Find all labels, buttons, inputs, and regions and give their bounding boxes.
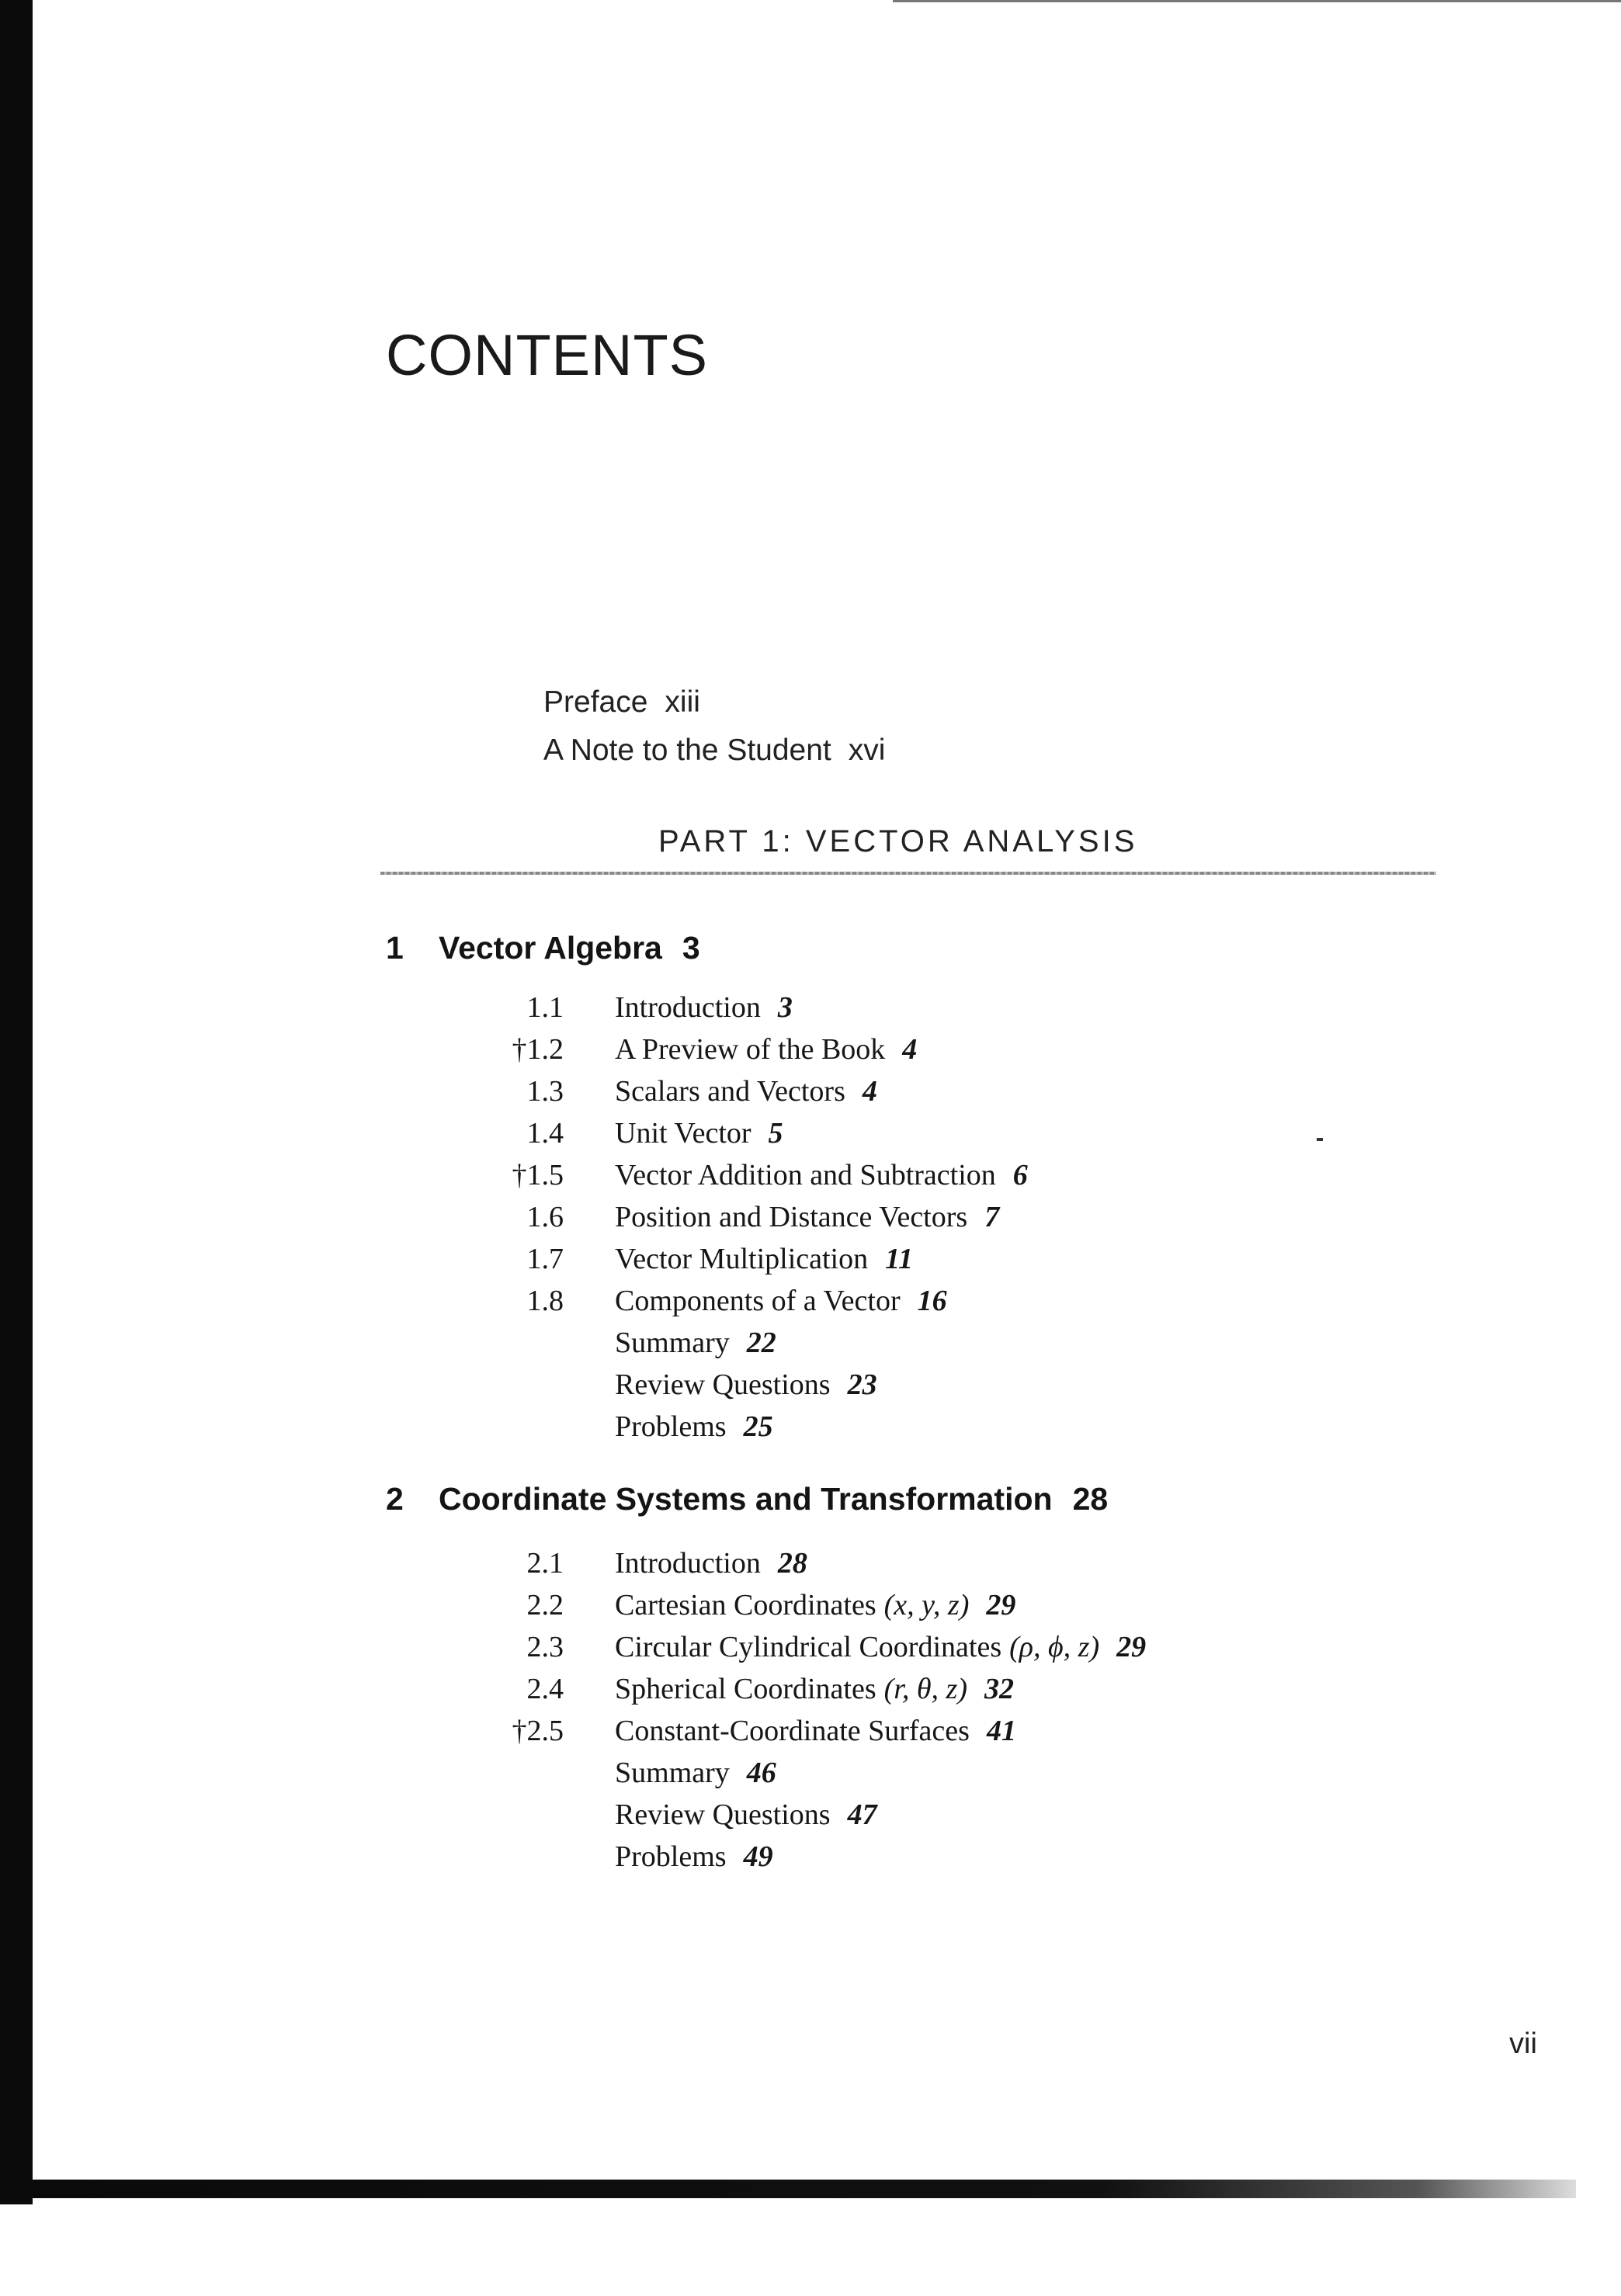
chapter-number: 1 — [386, 930, 404, 966]
section-number: 2.2 — [526, 1589, 564, 1621]
section-title-group — [615, 1406, 773, 1448]
section-entry[interactable] — [0, 1028, 1621, 1070]
section-coordinates: (x, y, z) — [883, 1589, 970, 1621]
part-divider — [380, 872, 1436, 875]
scan-edge-bottom — [0, 2180, 1576, 2198]
section-title: Scalars and Vectors — [615, 1075, 845, 1108]
section-page: 4 — [902, 1033, 918, 1066]
section-title-group — [615, 1238, 913, 1280]
section-title-group — [615, 1154, 1028, 1196]
entry-page: xiii — [665, 685, 700, 719]
section-title: Vector Addition and Subtraction — [615, 1159, 996, 1191]
section-page: 22 — [746, 1327, 776, 1359]
chapter-page: 3 — [682, 930, 700, 966]
part-heading: PART 1: VECTOR ANALYSIS — [658, 824, 1138, 858]
section-title-group — [615, 1668, 1014, 1710]
entry-page: xvi — [848, 734, 886, 767]
section-page: 29 — [986, 1589, 1016, 1621]
section-title-group — [615, 1322, 776, 1364]
section-page: 16 — [917, 1285, 947, 1317]
section-page: 28 — [777, 1547, 807, 1580]
section-page: 41 — [986, 1715, 1016, 1747]
section-title: Summary — [615, 1757, 730, 1789]
section-page: 5 — [768, 1117, 783, 1150]
section-entry[interactable] — [0, 1280, 1621, 1322]
section-page: 6 — [1012, 1159, 1028, 1191]
section-title-group — [615, 1364, 877, 1406]
section-page: 4 — [862, 1075, 877, 1108]
section-entry[interactable] — [0, 1112, 1621, 1154]
section-number: 1.6 — [526, 1201, 564, 1233]
section-page: 23 — [847, 1368, 877, 1401]
section-title-group — [615, 1542, 807, 1584]
front-matter-entry[interactable] — [543, 727, 885, 775]
section-number: 1.1 — [526, 991, 564, 1024]
section-page: 11 — [885, 1243, 914, 1275]
section-number: 2.3 — [526, 1631, 564, 1663]
section-title: Unit Vector — [615, 1117, 751, 1150]
section-title: Position and Distance Vectors — [615, 1201, 968, 1233]
front-matter-list — [543, 678, 885, 775]
section-title: Introduction — [615, 1547, 761, 1580]
section-title: Cartesian Coordinates — [615, 1589, 876, 1621]
section-page: 25 — [743, 1410, 773, 1443]
front-matter-entry[interactable] — [543, 678, 885, 727]
chapter-number: 2 — [386, 1481, 404, 1517]
section-number: †1.5 — [512, 1159, 564, 1191]
chapter-heading[interactable] — [386, 1481, 1108, 1517]
section-entry[interactable] — [0, 1584, 1621, 1626]
section-title-group — [615, 1626, 1146, 1668]
section-title-group — [615, 1112, 783, 1154]
section-title-group — [615, 1836, 773, 1878]
section-number: 2.1 — [526, 1547, 564, 1580]
page-number: vii — [1509, 2027, 1537, 2060]
section-title: Introduction — [615, 991, 761, 1024]
section-number: 2.4 — [526, 1673, 564, 1705]
section-entry[interactable] — [0, 1836, 1621, 1878]
section-title: A Preview of the Book — [615, 1033, 886, 1066]
section-title-group — [615, 1584, 1015, 1626]
section-title-group — [615, 1196, 999, 1238]
page-title: CONTENTS — [386, 323, 708, 387]
section-page: 29 — [1116, 1631, 1147, 1663]
section-entry[interactable] — [0, 1196, 1621, 1238]
section-title: Spherical Coordinates — [615, 1673, 876, 1705]
section-number: 1.4 — [526, 1117, 564, 1150]
section-coordinates: (ρ, ϕ, z) — [1009, 1631, 1100, 1663]
section-title-group — [615, 1794, 877, 1836]
section-title: Components of a Vector — [615, 1285, 901, 1317]
section-entry[interactable] — [0, 1070, 1621, 1112]
chapter-page: 28 — [1072, 1481, 1109, 1517]
section-entry[interactable] — [0, 1710, 1621, 1752]
section-title-group — [615, 1752, 776, 1794]
section-page: 32 — [984, 1673, 1014, 1705]
section-page: 46 — [746, 1757, 776, 1789]
entry-title: Preface — [543, 685, 648, 719]
section-title: Constant-Coordinate Surfaces — [615, 1715, 970, 1747]
section-entry[interactable] — [0, 1752, 1621, 1794]
section-entry[interactable] — [0, 1364, 1621, 1406]
section-entry[interactable] — [0, 1626, 1621, 1668]
section-number: 1.8 — [526, 1285, 564, 1317]
section-page: 47 — [847, 1798, 877, 1831]
section-entry[interactable] — [0, 1154, 1621, 1196]
chapter-heading[interactable] — [386, 930, 700, 966]
section-number: 1.3 — [526, 1075, 564, 1108]
section-title: Summary — [615, 1327, 730, 1359]
section-title: Problems — [615, 1840, 727, 1873]
section-title: Circular Cylindrical Coordinates — [615, 1631, 1002, 1663]
section-entry[interactable] — [0, 1668, 1621, 1710]
section-page: 3 — [777, 991, 793, 1024]
section-title-group — [615, 987, 793, 1028]
section-number: †1.2 — [512, 1033, 564, 1066]
section-page: 7 — [984, 1201, 1000, 1233]
entry-title: A Note to the Student — [543, 734, 831, 767]
section-title: Review Questions — [615, 1368, 831, 1401]
section-number: †2.5 — [512, 1715, 564, 1747]
section-entry[interactable] — [0, 1794, 1621, 1836]
section-number: 1.7 — [526, 1243, 564, 1275]
section-title-group — [615, 1070, 877, 1112]
section-title: Review Questions — [615, 1798, 831, 1831]
section-entry[interactable] — [0, 1406, 1621, 1448]
section-page: 49 — [743, 1840, 773, 1873]
section-title: Vector Multiplication — [615, 1243, 869, 1275]
section-coordinates: (r, θ, z) — [883, 1673, 967, 1705]
scan-edge-top — [893, 0, 1621, 2]
section-title: Problems — [615, 1410, 727, 1443]
chapter-title: Coordinate Systems and Transformation — [439, 1481, 1053, 1517]
section-title-group — [615, 1028, 917, 1070]
chapter-title: Vector Algebra — [439, 930, 662, 966]
section-entry[interactable] — [0, 1238, 1621, 1280]
section-entry[interactable] — [0, 1542, 1621, 1584]
section-title-group — [615, 1280, 947, 1322]
section-entry[interactable] — [0, 1322, 1621, 1364]
section-title-group — [615, 1710, 1016, 1752]
section-entry[interactable] — [0, 987, 1621, 1028]
